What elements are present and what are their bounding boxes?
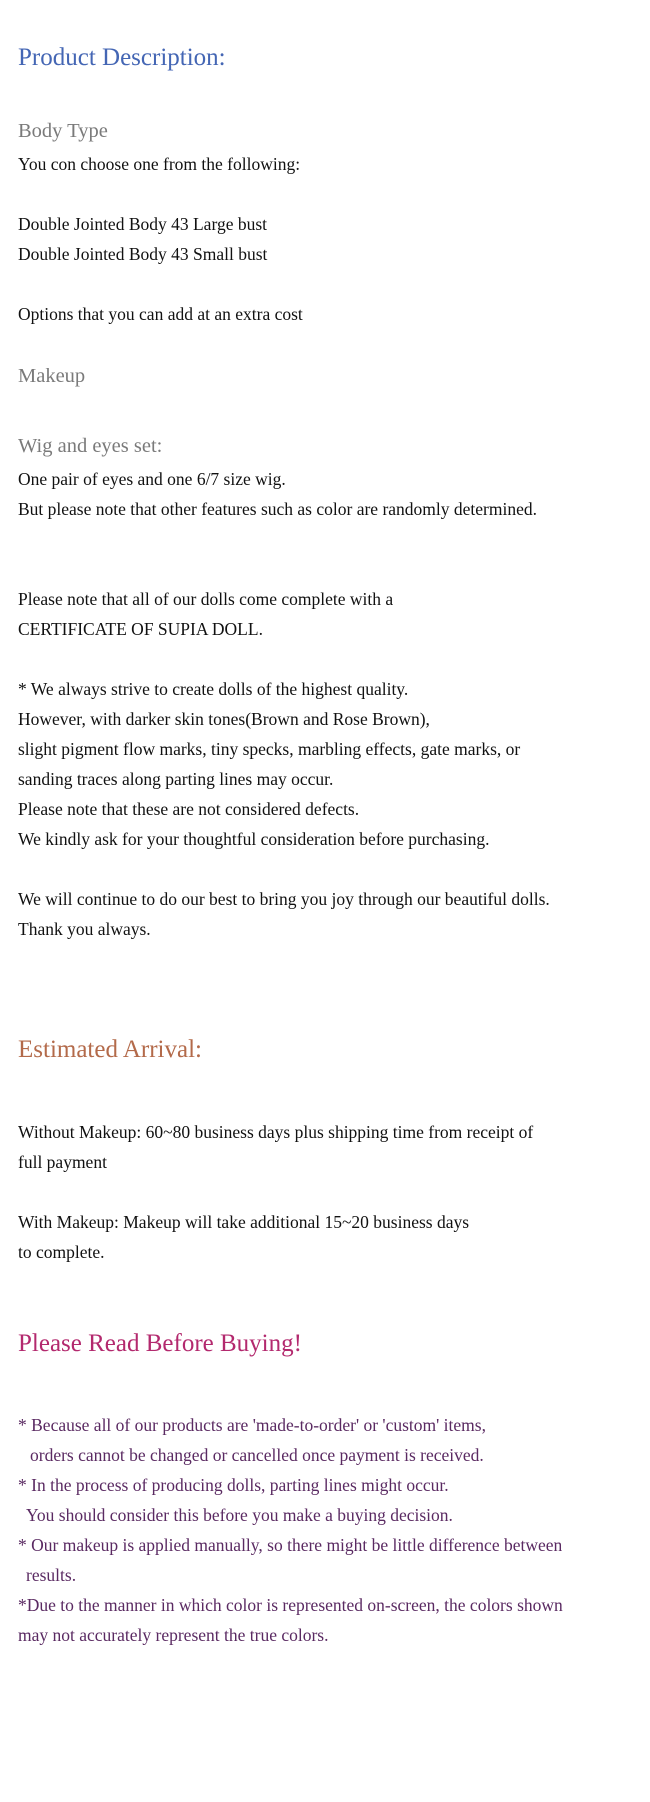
body-type-intro: You con choose one from the following: [18, 154, 301, 174]
wig-eyes-line-1: One pair of eyes and one 6/7 size wig. [18, 469, 286, 489]
read-before-buying-heading: Please Read Before Buying! [18, 1330, 302, 1357]
notice-line-7: *Due to the manner in which color is represented on-screen, the colors shown [18, 1595, 563, 1615]
with-makeup-line-2: to complete. [18, 1242, 105, 1262]
without-makeup-line-2: full payment [18, 1152, 107, 1172]
quality-line-3: slight pigment flow marks, tiny specks, marbling effects, gate marks, or [18, 739, 521, 759]
notice-line-3: * In the process of producing dolls, parting lines might occur. [18, 1475, 449, 1495]
without-makeup-line-1: Without Makeup: 60~80 business days plus shipping time from receipt of [18, 1122, 534, 1142]
wig-eyes-heading: Wig and eyes set: [18, 435, 163, 457]
body-option-large-bust: Double Jointed Body 43 Large bust [18, 214, 268, 234]
body-type-heading: Body Type [18, 120, 108, 142]
makeup-heading: Makeup [18, 365, 86, 387]
notice-line-6: results. [26, 1565, 77, 1585]
notice-line-8: may not accurately represent the true colors. [18, 1625, 329, 1645]
wig-eyes-line-2: But please note that other features such as color are randomly determined. [18, 499, 537, 519]
certificate-line-1: Please note that all of our dolls come complete with a [18, 589, 394, 609]
quality-line-5: Please note that these are not considered defects. [18, 799, 360, 819]
certificate-line-2: CERTIFICATE OF SUPIA DOLL. [18, 619, 263, 639]
notice-line-4: You should consider this before you make a buying decision. [26, 1505, 453, 1525]
body-option-small-bust: Double Jointed Body 43 Small bust [18, 244, 268, 264]
closing-line-1: We will continue to do our best to bring you joy through our beautiful dolls. [18, 889, 550, 909]
quality-line-4: sanding traces along parting lines may occur. [18, 769, 334, 789]
notice-line-1: * Because all of our products are 'made-to-order' or 'custom' items, [18, 1415, 486, 1435]
quality-line-2: However, with darker skin tones(Brown and Rose Brown), [18, 709, 430, 729]
quality-line-6: We kindly ask for your thoughtful consideration before purchasing. [18, 829, 490, 849]
extra-cost-note: Options that you can add at an extra cost [18, 304, 303, 324]
with-makeup-line-1: With Makeup: Makeup will take additional 15~20 business days [18, 1212, 470, 1232]
product-description-heading: Product Description: [18, 44, 226, 71]
notice-line-2: orders cannot be changed or cancelled once payment is received. [30, 1445, 484, 1465]
notice-line-5: * Our makeup is applied manually, so there might be little difference between [18, 1535, 563, 1555]
quality-line-1: * We always strive to create dolls of the highest quality. [18, 679, 409, 699]
closing-line-2: Thank you always. [18, 919, 151, 939]
estimated-arrival-heading: Estimated Arrival: [18, 1036, 202, 1063]
